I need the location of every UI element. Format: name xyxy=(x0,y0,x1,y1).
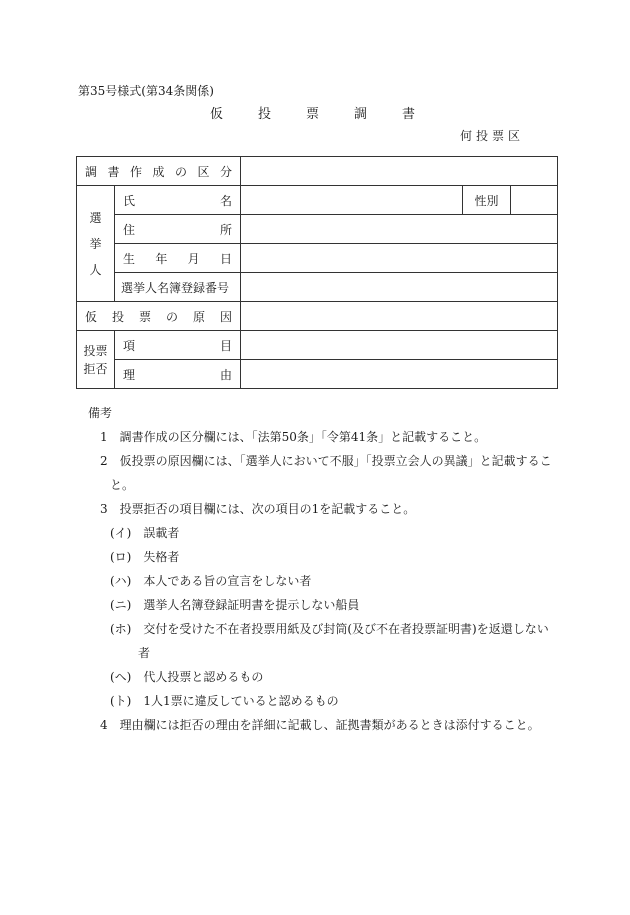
label-char: 月 xyxy=(187,251,200,266)
gender-label-cell xyxy=(463,186,511,215)
label-char: 項 xyxy=(123,338,136,353)
label-char: 因 xyxy=(220,309,233,324)
reason-input-cell[interactable] xyxy=(241,360,558,389)
reason-label-cell xyxy=(115,360,241,389)
rejection-group-label xyxy=(77,342,114,378)
label-char: 作 xyxy=(130,164,143,179)
label-char: 票 xyxy=(139,309,152,324)
registry-label: 選挙人名簿登録番号 xyxy=(121,280,230,295)
note-3-item: (ヘ) 代人投票と認めるもの xyxy=(110,670,264,684)
address-input-cell[interactable] xyxy=(241,215,558,244)
note-3-item: (ニ) 選挙人名簿登録証明書を提示しない船員 xyxy=(110,598,360,612)
cause-label-cell xyxy=(77,302,241,331)
label-char: 生 xyxy=(123,251,136,266)
title-char: 投 xyxy=(257,107,271,122)
cause-label xyxy=(77,308,240,325)
label-char: 年 xyxy=(155,251,168,266)
label-char: 仮 xyxy=(85,309,98,324)
birthdate-input-cell[interactable] xyxy=(241,244,558,273)
note-3-item: (ホ) 交付を受けた不在者投票用紙及び封筒(及び不在者投票証明書)を返還しない xyxy=(110,622,549,636)
label-char: 投 xyxy=(112,309,125,324)
note-3-item: (ロ) 失格者 xyxy=(110,550,180,564)
rejection-group-cell xyxy=(77,331,115,389)
label-char: 名 xyxy=(220,193,233,208)
birthdate-label-cell xyxy=(115,244,241,273)
document-title xyxy=(210,103,430,122)
note-2-cont: と。 xyxy=(110,478,135,492)
gender-input-cell[interactable] xyxy=(511,186,558,215)
birthdate-label xyxy=(115,250,240,267)
gender-label: 性別 xyxy=(474,193,499,208)
registry-input-cell[interactable] xyxy=(241,273,558,302)
label-char: 選 xyxy=(89,210,102,225)
label-char: 区 xyxy=(197,164,210,179)
item-label xyxy=(115,337,240,354)
label-char: 目 xyxy=(220,338,233,353)
label-char: 氏 xyxy=(123,193,136,208)
category-input-cell[interactable] xyxy=(241,157,558,186)
label-char: 理 xyxy=(123,367,136,382)
label-char: 住 xyxy=(123,222,136,237)
rejection-group-line2: 拒否 xyxy=(83,361,108,376)
item-label-cell xyxy=(115,331,241,360)
label-char: 日 xyxy=(219,251,232,266)
notes-heading: 備考 xyxy=(88,406,113,420)
note-2: 2 仮投票の原因欄には、「選挙人において不服」「投票立会人の異議」と記載するこ xyxy=(100,454,552,468)
category-label xyxy=(77,163,240,180)
title-char: 仮 xyxy=(210,107,224,122)
title-char: 書 xyxy=(401,107,415,122)
label-char: 分 xyxy=(220,164,233,179)
voter-group-label xyxy=(77,209,114,279)
label-char: 成 xyxy=(152,164,165,179)
name-input-cell[interactable] xyxy=(241,186,463,215)
form-number: 第35号様式(第34条関係) xyxy=(78,84,214,98)
note-3-item: (ハ) 本人である旨の宣言をしない者 xyxy=(110,574,312,588)
registry-label-cell xyxy=(115,273,241,302)
polling-district: 何投票区 xyxy=(460,129,525,143)
title-char: 調 xyxy=(353,107,367,122)
provisional-vote-form-table xyxy=(76,156,558,389)
label-char: 人 xyxy=(89,262,102,277)
note-4: 4 理由欄には拒否の理由を詳細に記載し、証拠書類があるときは添付すること。 xyxy=(100,718,540,732)
rejection-group-line1: 投票 xyxy=(83,343,108,358)
address-label xyxy=(115,221,240,238)
label-char: 由 xyxy=(220,367,233,382)
reason-label xyxy=(115,366,240,383)
note-3-item: (ト) 1人1票に違反していると認めるもの xyxy=(110,694,339,708)
cause-input-cell[interactable] xyxy=(241,302,558,331)
label-char: の xyxy=(166,309,179,324)
voter-group-cell xyxy=(77,186,115,302)
label-char: 所 xyxy=(220,222,233,237)
label-char: 挙 xyxy=(89,236,102,251)
note-3-item-cont: 者 xyxy=(138,646,151,660)
label-char: 原 xyxy=(193,309,206,324)
item-input-cell[interactable] xyxy=(241,331,558,360)
category-label-cell xyxy=(77,157,241,186)
name-label-cell xyxy=(115,186,241,215)
label-char: の xyxy=(175,164,188,179)
address-label-cell xyxy=(115,215,241,244)
label-char: 調 xyxy=(85,164,98,179)
name-label xyxy=(115,192,240,209)
label-char: 書 xyxy=(107,164,120,179)
note-3: 3 投票拒否の項目欄には、次の項目の1を記載すること。 xyxy=(100,502,416,516)
note-1: 1 調書作成の区分欄には、「法第50条」「令第41条」と記載すること。 xyxy=(100,430,487,444)
note-3-item: (イ) 誤載者 xyxy=(110,526,180,540)
title-char: 票 xyxy=(305,107,319,122)
